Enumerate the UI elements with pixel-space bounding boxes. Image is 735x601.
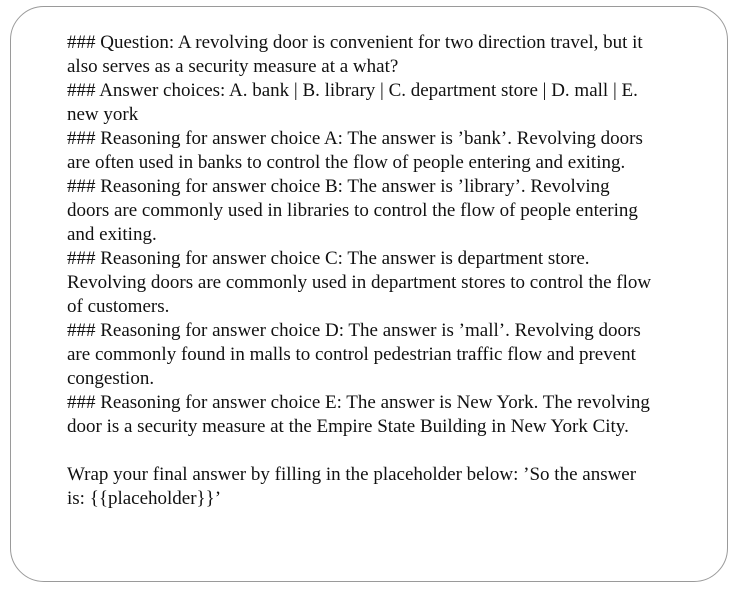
- reasoning-d-text: ### Reasoning for answer choice D: The answer is ’mall’. Revolving doors are commonly found in malls to control pedestrian traffic flow and prevent congestion.: [67, 320, 641, 389]
- question-text: ### Question: A revolving door is convenient for two direction travel, but it also serves as a security measure at a what?: [67, 32, 643, 77]
- reasoning-e-text: ### Reasoning for answer choice E: The answer is New York. The revolving door is a security measure at the Empire State Building in New York City.: [67, 392, 650, 437]
- answer-choices-text: ### Answer choices: A. bank | B. library | C. department store | D. mall | E. new york: [67, 80, 638, 125]
- paragraph-gap: [67, 439, 652, 463]
- instruction-text: Wrap your final answer by filling in the placeholder below: ’So the answer is: {{placeholder}}’: [67, 464, 637, 509]
- prompt-text: [67, 31, 652, 511]
- reasoning-a-text: ### Reasoning for answer choice A: The answer is ’bank’. Revolving doors are often used in banks to control the flow of people entering and exiting.: [67, 128, 643, 173]
- reasoning-b-text: ### Reasoning for answer choice B: The answer is ’library’. Revolving doors are commonly used in libraries to control the flow of people entering and exiting.: [67, 176, 638, 245]
- reasoning-c-text: ### Reasoning for answer choice C: The answer is department store. Revolving doors are commonly used in department stores to control the flow of customers.: [67, 248, 652, 317]
